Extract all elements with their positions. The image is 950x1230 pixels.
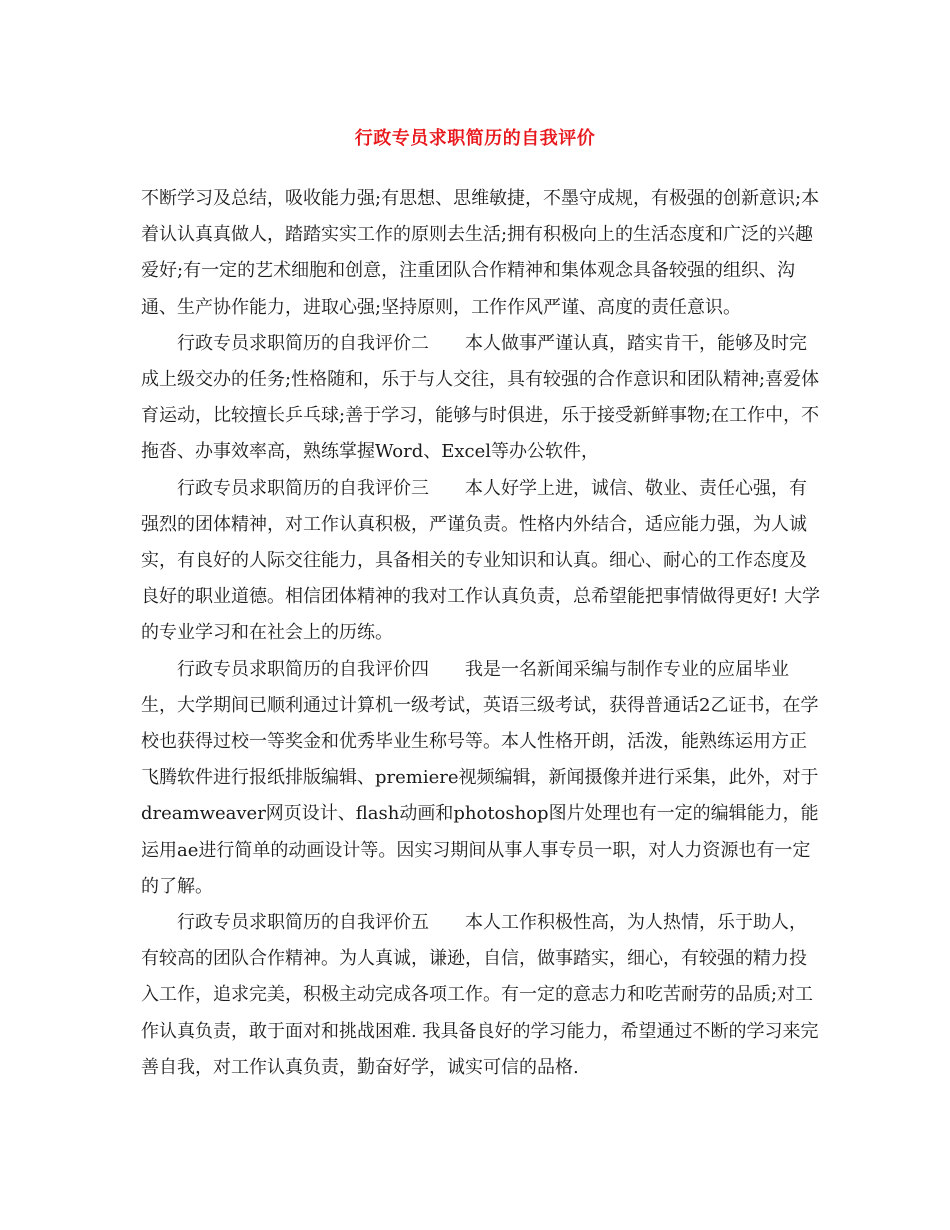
paragraph-intro xyxy=(141,181,821,326)
paragraph-text: 本人做事严谨认真，踏实肯干，能够及时完成上级交办的任务;性格随和，乐于与人交往，具有较强的合作意识和团队精神;喜爱体育运动，比较擅长乒乓球;善于学习，能够与时俱进，乐于接受新鲜事物;在工作中，不拖沓、办事效率高，熟练掌握Word、Excel等办公软件， xyxy=(141,332,820,463)
paragraph-text: 我是一名新闻采编与制作专业的应届毕业生，大学期间已顺利通过计算机一级考试，英语三级考试，获得普通话2乙证书，在学校也获得过校一等奖金和优秀毕业生称号等。本人性格开朗，活泼，能熟练运用方正飞腾软件进行报纸排版编辑、premiere视频编辑，新闻摄像并进行采集，此外，对于dreamweaver网页设计、flash动画和photoshop图片处理也有一定的编辑能力，能运用ae进行简单的动画设计等。因实习期间从事人事专员一职，对人力资源也有一定的了解。 xyxy=(141,658,819,897)
section-heading: 行政专员求职简历的自我评价三 xyxy=(177,477,429,499)
document-title: 行政专员求职简历的自我评价 xyxy=(354,128,596,149)
paragraph-evaluation-3 xyxy=(141,471,821,652)
paragraph-evaluation-5 xyxy=(141,905,821,1086)
paragraph-text: 本人好学上进，诚信、敬业、责任心强，有强烈的团体精神，对工作认真积极，严谨负责。性格内外结合，适应能力强，为人诚实，有良好的人际交往能力，具备相关的专业知识和认真。细心、耐心的工作态度及良好的职业道德。相信团体精神的我对工作认真负责，总希望能把事情做得更好! 大学的专业学习和在社会上的历练。 xyxy=(141,477,820,644)
section-heading: 行政专员求职简历的自我评价五 xyxy=(177,912,429,934)
document-body xyxy=(141,181,821,1086)
section-heading: 行政专员求职简历的自我评价四 xyxy=(177,658,429,680)
paragraph-evaluation-4 xyxy=(141,652,821,905)
paragraph-text: 不断学习及总结，吸收能力强;有思想、思维敏捷，不墨守成规，有极强的创新意识;本着认认真真做人，踏踏实实工作的原则去生活;拥有积极向上的生活态度和广泛的兴趣爱好;有一定的艺术细胞和创意，注重团队合作精神和集体观念具备较强的组织、沟通、生产协作能力，进取心强;坚持原则，工作作风严谨、高度的责任意识。 xyxy=(141,188,820,318)
paragraph-text: 本人工作积极性高，为人热情，乐于助人，有较高的团队合作精神。为人真诚，谦逊，自信，做事踏实，细心，有较强的精力投入工作，追求完美，积极主动完成各项工作。有一定的意志力和吃苦耐劳的品质;对工作认真负责，敢于面对和挑战困难. 我具备良好的学习能力，希望通过不断的学习来完善自我，对工作认真负责，勤奋好学，诚实可信的品格. xyxy=(141,912,819,1078)
section-heading: 行政专员求职简历的自我评价二 xyxy=(177,332,429,354)
paragraph-evaluation-2 xyxy=(141,326,821,471)
